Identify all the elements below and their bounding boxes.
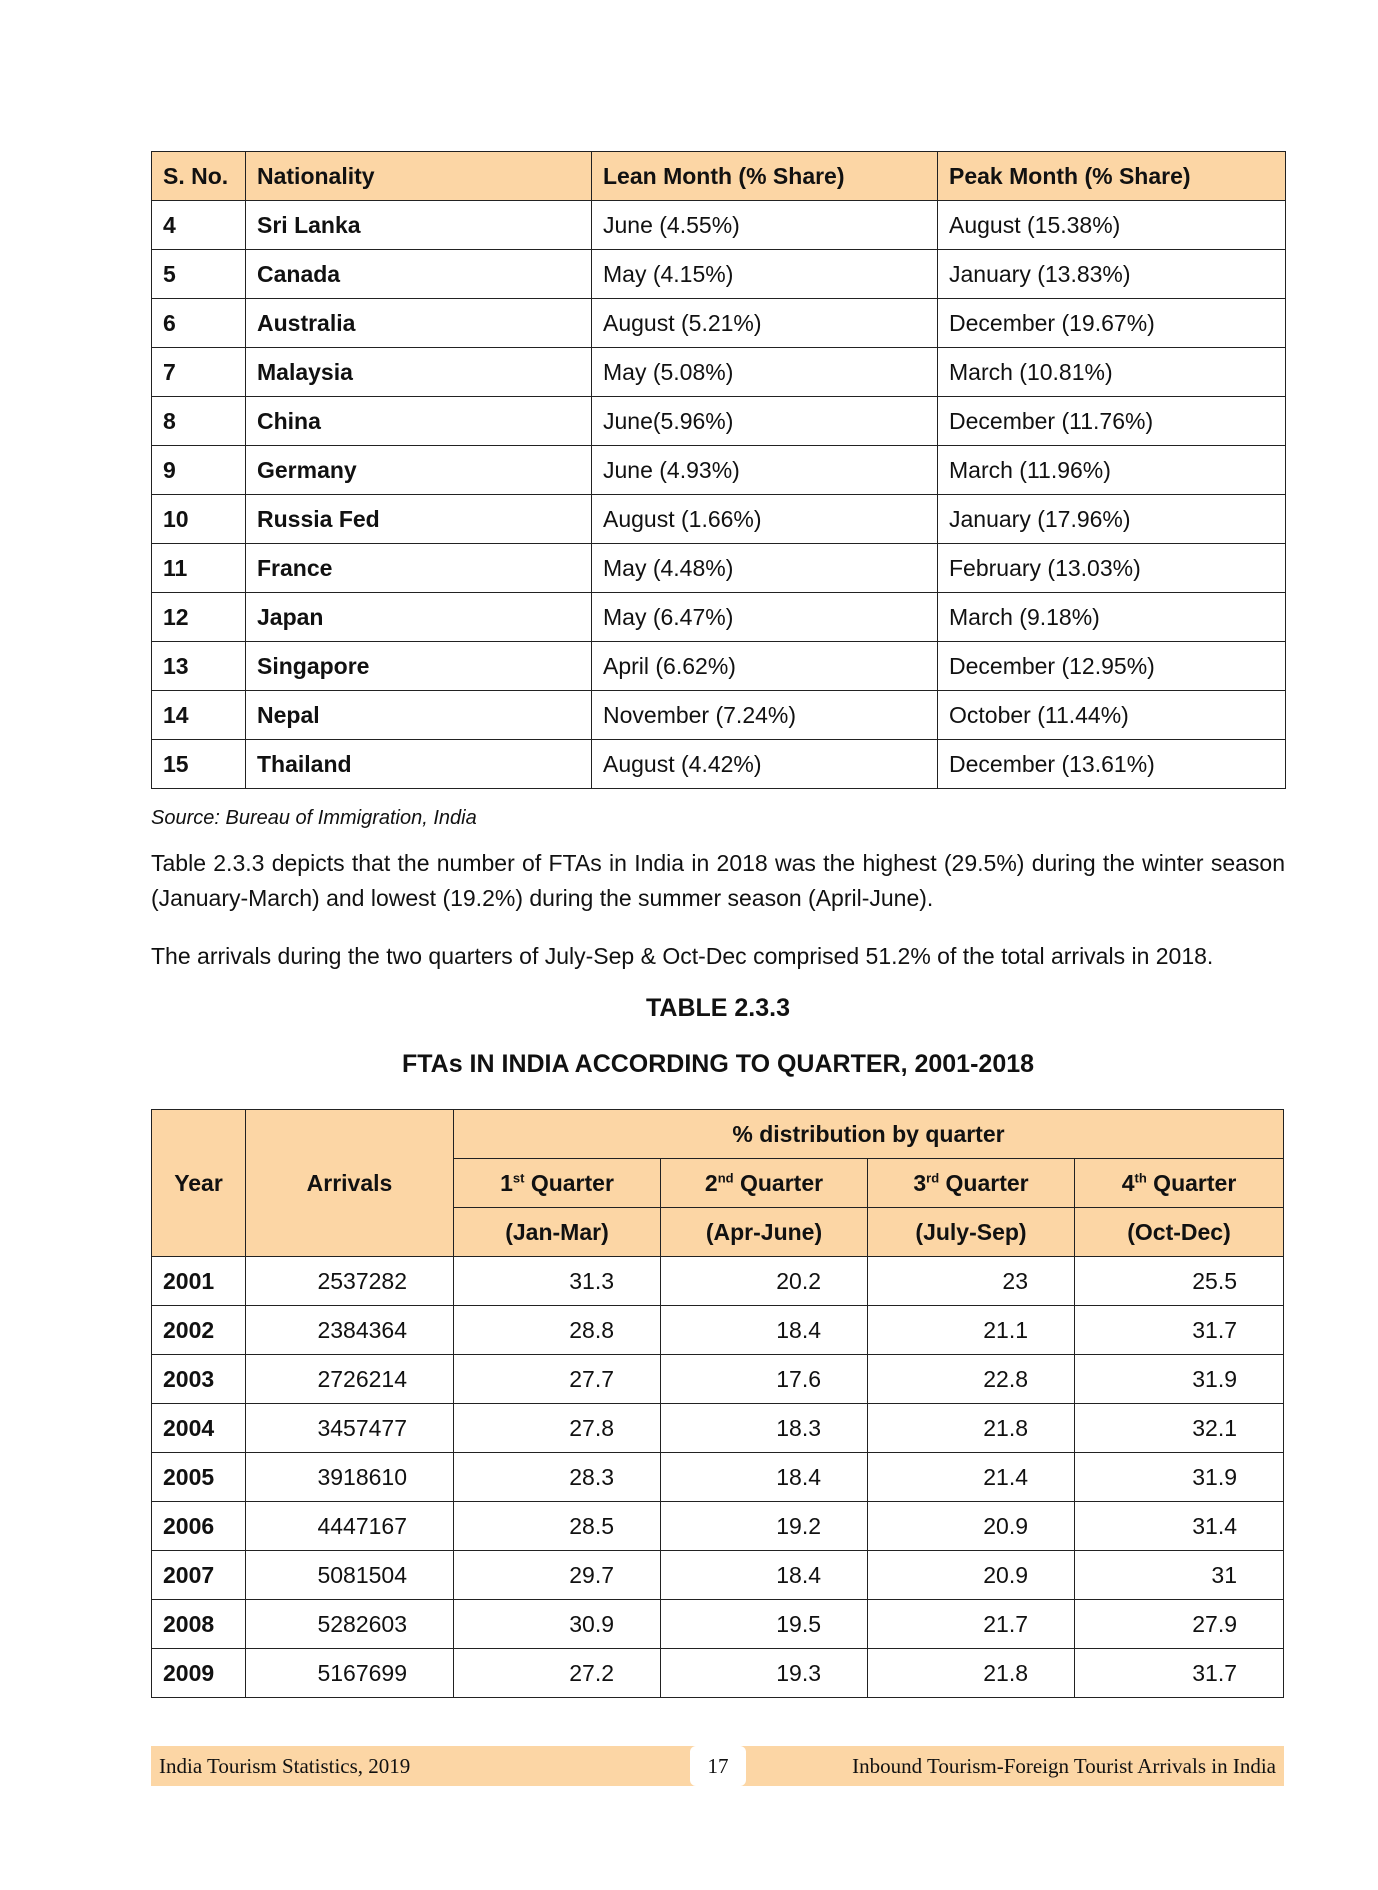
table-row [152,691,1286,740]
header-arrivals: Arrivals [246,1110,454,1257]
cell-peak-month: January (13.83%) [938,250,1286,299]
cell-lean-month: August (5.21%) [592,299,938,348]
cell-sno: 12 [152,593,246,642]
header-year: Year [152,1110,246,1257]
cell-nationality: Russia Fed [246,495,592,544]
cell-sno: 10 [152,495,246,544]
cell-sno: 8 [152,397,246,446]
cell-arrivals: 2384364 [246,1306,454,1355]
header-q3-range: (July-Sep) [868,1208,1075,1257]
cell-q1: 27.2 [454,1649,661,1698]
cell-nationality: China [246,397,592,446]
cell-year: 2006 [152,1502,246,1551]
footer-publication: India Tourism Statistics, 2019 [159,1754,411,1778]
cell-sno: 14 [152,691,246,740]
q4-sup: th [1134,1169,1147,1185]
table-row [152,495,1286,544]
table-header-row [152,1110,1284,1159]
cell-q3: 21.8 [868,1404,1075,1453]
cell-q3: 22.8 [868,1355,1075,1404]
table-row [152,348,1286,397]
cell-peak-month: August (15.38%) [938,201,1286,250]
cell-q2: 18.4 [661,1453,868,1502]
cell-year: 2003 [152,1355,246,1404]
quarter-distribution-table [151,1109,1284,1698]
cell-q4: 31.9 [1075,1453,1284,1502]
cell-q3: 21.7 [868,1600,1075,1649]
cell-sno: 15 [152,740,246,789]
table-row [152,1306,1284,1355]
cell-peak-month: February (13.03%) [938,544,1286,593]
cell-sno: 7 [152,348,246,397]
source-note: Source: Bureau of Immigration, India [151,807,477,829]
table-row [152,1649,1284,1698]
cell-lean-month: April (6.62%) [592,642,938,691]
header-lean-month: Lean Month (% Share) [592,152,938,201]
cell-peak-month: December (12.95%) [938,642,1286,691]
table-row [152,1502,1284,1551]
header-q4 [1075,1159,1284,1208]
cell-q4: 31.7 [1075,1306,1284,1355]
header-peak-month: Peak Month (% Share) [938,152,1286,201]
cell-arrivals: 3457477 [246,1404,454,1453]
cell-nationality: Nepal [246,691,592,740]
cell-q2: 17.6 [661,1355,868,1404]
cell-sno: 9 [152,446,246,495]
cell-nationality: Malaysia [246,348,592,397]
table-row [152,1453,1284,1502]
table-row [152,446,1286,495]
cell-q2: 19.5 [661,1600,868,1649]
cell-q4: 25.5 [1075,1257,1284,1306]
cell-q4: 27.9 [1075,1600,1284,1649]
cell-lean-month: May (5.08%) [592,348,938,397]
table-row [152,1600,1284,1649]
cell-year: 2007 [152,1551,246,1600]
cell-q1: 27.7 [454,1355,661,1404]
cell-q3: 21.4 [868,1453,1075,1502]
cell-q4: 31.7 [1075,1649,1284,1698]
cell-year: 2009 [152,1649,246,1698]
q4-num: 4 [1121,1169,1135,1196]
cell-peak-month: March (9.18%) [938,593,1286,642]
header-sno: S. No. [152,152,246,201]
cell-q4: 31 [1075,1551,1284,1600]
cell-peak-month: March (10.81%) [938,348,1286,397]
cell-year: 2002 [152,1306,246,1355]
cell-arrivals: 5282603 [246,1600,454,1649]
table-row [152,1551,1284,1600]
table-row [152,397,1286,446]
table-row [152,593,1286,642]
cell-arrivals: 4447167 [246,1502,454,1551]
cell-sno: 4 [152,201,246,250]
q4-word: Quarter [1146,1169,1237,1196]
cell-q3: 21.1 [868,1306,1075,1355]
cell-arrivals: 2537282 [246,1257,454,1306]
cell-lean-month: August (4.42%) [592,740,938,789]
cell-q1: 31.3 [454,1257,661,1306]
table-row [152,1404,1284,1453]
cell-nationality: Singapore [246,642,592,691]
cell-year: 2001 [152,1257,246,1306]
header-q2-range: (Apr-June) [661,1208,868,1257]
table-row [152,201,1286,250]
cell-q1: 27.8 [454,1404,661,1453]
cell-q3: 20.9 [868,1551,1075,1600]
cell-nationality: Japan [246,593,592,642]
table-title: TABLE 2.3.3 [645,994,791,1022]
table-row [152,299,1286,348]
header-q2 [661,1159,868,1208]
cell-q3: 21.8 [868,1649,1075,1698]
cell-lean-month: June (4.93%) [592,446,938,495]
cell-peak-month: December (19.67%) [938,299,1286,348]
cell-sno: 11 [152,544,246,593]
cell-lean-month: May (4.15%) [592,250,938,299]
cell-arrivals: 5081504 [246,1551,454,1600]
cell-q2: 20.2 [661,1257,868,1306]
cell-arrivals: 3918610 [246,1453,454,1502]
cell-q1: 28.8 [454,1306,661,1355]
cell-year: 2008 [152,1600,246,1649]
cell-q3: 20.9 [868,1502,1075,1551]
page-number: 17 [690,1746,746,1786]
q3-sup: rd [926,1169,940,1185]
paragraph-winter-summer: Table 2.3.3 depicts that the number of FTAs in India in 2018 was the highest (29.5%) during the winter season (January-March) and lowest (19.2%) during the summer season (April-June). [151,850,1285,911]
cell-nationality: Thailand [246,740,592,789]
cell-q4: 31.9 [1075,1355,1284,1404]
cell-q4: 31.4 [1075,1502,1284,1551]
cell-q2: 18.4 [661,1306,868,1355]
table-row [152,544,1286,593]
cell-nationality: Germany [246,446,592,495]
cell-year: 2005 [152,1453,246,1502]
cell-arrivals: 5167699 [246,1649,454,1698]
header-q1-range: (Jan-Mar) [454,1208,661,1257]
cell-q1: 28.5 [454,1502,661,1551]
cell-nationality: Australia [246,299,592,348]
cell-year: 2004 [152,1404,246,1453]
table-header-row [152,152,1286,201]
table-row [152,1257,1284,1306]
cell-peak-month: March (11.96%) [938,446,1286,495]
cell-arrivals: 2726214 [246,1355,454,1404]
header-q3 [868,1159,1075,1208]
cell-sno: 6 [152,299,246,348]
table-body [152,201,1286,789]
q2-word: Quarter [733,1169,824,1196]
q2-sup: nd [717,1169,734,1185]
q2-num: 2 [704,1169,718,1196]
table-row [152,250,1286,299]
header-q1 [454,1159,661,1208]
q3-num: 3 [913,1169,927,1196]
header-q4-range: (Oct-Dec) [1075,1208,1284,1257]
cell-peak-month: December (11.76%) [938,397,1286,446]
table-body [152,1257,1284,1698]
table-row [152,740,1286,789]
cell-q1: 29.7 [454,1551,661,1600]
paragraph-quarters: The arrivals during the two quarters of July-Sep & Oct-Dec comprised 51.2% of the total arrivals in 2018. [151,943,1214,969]
cell-lean-month: August (1.66%) [592,495,938,544]
cell-peak-month: October (11.44%) [938,691,1286,740]
cell-q1: 28.3 [454,1453,661,1502]
table-row [152,1355,1284,1404]
cell-nationality: France [246,544,592,593]
cell-peak-month: December (13.61%) [938,740,1286,789]
cell-nationality: Canada [246,250,592,299]
cell-lean-month: May (4.48%) [592,544,938,593]
header-distribution: % distribution by quarter [454,1110,1284,1159]
cell-lean-month: June(5.96%) [592,397,938,446]
cell-nationality: Sri Lanka [246,201,592,250]
cell-q2: 19.2 [661,1502,868,1551]
cell-q1: 30.9 [454,1600,661,1649]
q1-num: 1 [500,1169,513,1196]
cell-q4: 32.1 [1075,1404,1284,1453]
table-row [152,642,1286,691]
table-subtitle: FTAs IN INDIA ACCORDING TO QUARTER, 2001-2018 [401,1050,1035,1078]
cell-sno: 5 [152,250,246,299]
q1-sup: st [512,1169,525,1185]
cell-lean-month: May (6.47%) [592,593,938,642]
header-nationality: Nationality [246,152,592,201]
cell-sno: 13 [152,642,246,691]
cell-lean-month: June (4.55%) [592,201,938,250]
cell-q2: 18.4 [661,1551,868,1600]
cell-q2: 19.3 [661,1649,868,1698]
q1-word: Quarter [524,1169,614,1196]
page-footer [151,1746,1284,1786]
cell-peak-month: January (17.96%) [938,495,1286,544]
lean-peak-month-table [151,151,1286,789]
cell-q3: 23 [868,1257,1075,1306]
cell-q2: 18.3 [661,1404,868,1453]
footer-chapter: Inbound Tourism-Foreign Tourist Arrivals in India [852,1754,1276,1778]
cell-lean-month: November (7.24%) [592,691,938,740]
q3-word: Quarter [939,1169,1029,1196]
